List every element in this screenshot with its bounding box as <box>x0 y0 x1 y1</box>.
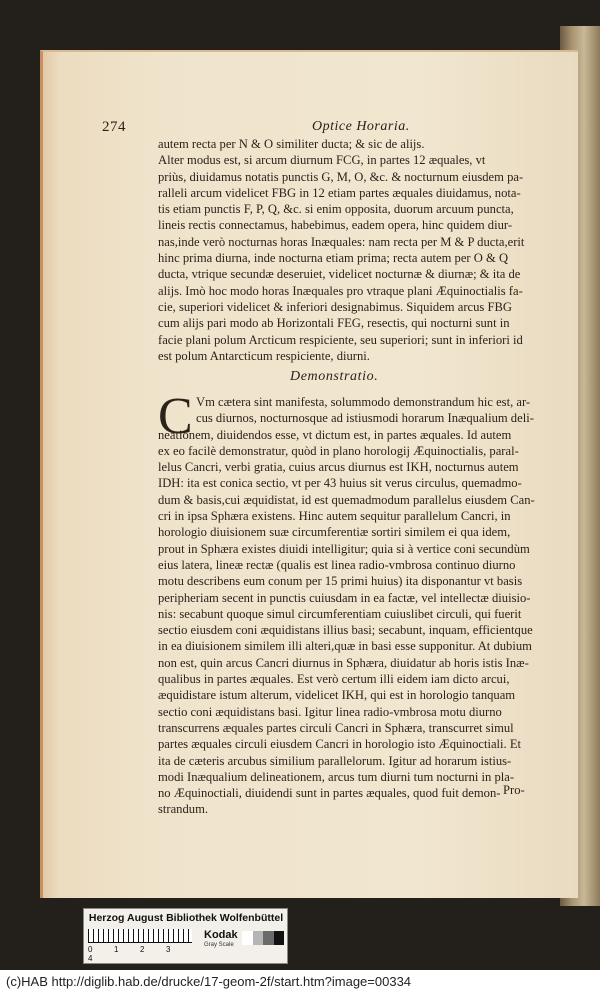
text-line: sectio coni æquidistans basi. Igitur linea radio-vmbrosa motu diurno <box>158 704 502 719</box>
paragraph-demonstration <box>158 394 546 818</box>
kodak-logo: Kodak <box>204 929 238 941</box>
text-line: alijs. Imò hoc modo horas Inæquales pro vtraque plani Æquinoctialis fa- <box>158 283 523 298</box>
scale-number: 4 <box>88 954 93 963</box>
text-line: partes æquales circuli eiusdem Cancri in horologio isto Æquinoctiali. Et <box>158 737 522 752</box>
gray-swatches <box>242 931 284 945</box>
library-name: Herzog August Bibliothek Wolfenbüttel <box>88 912 284 924</box>
text-line: Vm cætera sint manifesta, solummodo demonstrandum hic est, ar- <box>196 395 531 409</box>
source-url-footer[interactable]: (c)HAB http://diglib.hab.de/drucke/17-geom-2f/start.htm?image=00334 <box>0 970 600 994</box>
gray-swatch <box>263 931 274 945</box>
text-line: horologio diuisionem suæ circumferentiæ sortiri similem ei qua idem, <box>158 525 511 540</box>
text-line: nas,inde verò nocturnas horas Inæquales: nam recta per M & P ducta,erit <box>158 234 525 249</box>
text-line: tis etiam punctis F, P, Q, &c. si enim opposita, duorum arcuum puncta, <box>158 202 514 217</box>
paragraph-method <box>158 136 546 364</box>
text-line: nis: secabunt quoque simul circumferentiam cuiuslibet circuli, qui fuerit <box>158 606 522 621</box>
text-line: est polum Antarcticum respiciente, diurni. <box>158 348 370 363</box>
text-line: ralleli arcum videlicet FBG in 12 etiam partes æquales diuidamus, nota- <box>158 185 521 200</box>
text-line: in ea diuisionem similem illi alteri,quæ in basi esse supponitur. At dubium <box>158 639 532 654</box>
text-line: qualibus in partes æquales. Est verò certum illi eidem iam dicto arcui, <box>158 672 510 687</box>
running-head: Optice Horaria. <box>312 119 410 134</box>
gray-swatch <box>274 931 285 945</box>
kodak-gray-scale <box>202 929 286 961</box>
text-line: ducta, vtrique secundæ deseruiet, videlicet nocturnæ & diurnæ; & ita de <box>158 267 521 282</box>
text-line: lelus Cancri, verbi gratia, cuius arcus diurnus est IKH, nocturnus autem <box>158 460 519 475</box>
text-line: cri in ipsa Sphæra existens. Hinc autem sequitur parallelum Cancri, in <box>158 509 511 524</box>
gray-swatch <box>242 931 253 945</box>
scale-number: 2 <box>140 945 145 954</box>
text-line: eius latera, lineæ rectæ (qualis est linea radio-vmbrosa continuo diurno <box>158 557 516 572</box>
text-line: transcurrens æquales partes circuli Cancri in Sphæra, transcurret simul <box>158 720 514 735</box>
text-line: Alter modus est, si arcum diurnum FCG, in partes 12 æquales, vt <box>158 153 486 168</box>
text-line: prout in Sphæra existes diuidi intelligitur; quia si à vertice coni secundùm <box>158 541 530 556</box>
section-title: Demonstratio. <box>290 369 379 384</box>
page-number: 274 <box>102 119 126 135</box>
scale-number: 1 <box>114 945 119 954</box>
scale-number: 3 <box>166 945 171 954</box>
text-line: hinc prima diurna, inde nocturna etiam prima; recta autem per O & Q <box>158 251 509 266</box>
text-line: neationem, diuidendos esse, vt dictum est, in partes æquales. Id autem <box>158 427 512 442</box>
text-line: sectio eiusdem coni æquidistans illius basi; secabunt, inquam, efficientque <box>158 623 533 638</box>
text-line: motu describens eum conum per 15 primi huius) ita disponantur vt basis <box>158 574 523 589</box>
text-line: IDH: ita est conica sectio, vt per 43 huius sit verus circulus, quemadmo- <box>158 476 522 491</box>
text-line: no Æquinoctiali, diuidendi sunt in partes æquales, quod fuit demon- <box>158 786 501 801</box>
text-line: non est, quin arcus Cancri diurnus in Sphæra, diuidatur ab horis istis Inæ- <box>158 655 529 670</box>
text-line: cum alijs pari modo ab Horizontali FEG, resectis, qui nocturni sunt in <box>158 316 510 331</box>
text-line: æquidistare istum alterum, videlicet IKH, qui est in horologio tanquam <box>158 688 516 703</box>
ruler-scale <box>88 929 192 943</box>
text-line: peripheriam secent in punctis cuiusdam in ea factæ, vel intellectæ diuisio- <box>158 590 531 605</box>
ruler-numbers <box>88 945 198 963</box>
text-line: modi Inæqualium delineationem, arcus tum diurni tum nocturni in pla- <box>158 769 515 784</box>
text-line: cie, superiori videlicet & inferiori designabimus. Siquidem arcus FBG <box>158 299 512 314</box>
catchword: Pro- <box>503 783 525 797</box>
text-line: facie plani polum Arcticum respiciente, seu superiori; sunt in inferiori id <box>158 332 523 347</box>
gray-swatch <box>253 931 264 945</box>
text-line: dum & basis,cui æquidistat, id est quemadmodum parallelus eiusdem Can- <box>158 492 535 507</box>
scale-number: 0 <box>88 945 93 954</box>
text-line: strandum. <box>158 802 209 817</box>
drop-cap-initial: C <box>158 388 193 445</box>
gray-scale-label: Gray Scale <box>204 942 234 948</box>
text-line: ita de cæteris arcubus similium parallelorum. Igitur ad horarum istius- <box>158 753 512 768</box>
text-line: cus diurnos, nocturnosque ad istiusmodi horarum Inæqualium deli- <box>196 411 534 426</box>
text-line: ex eo facilè demonstratur, quòd in plano horologij Æquinoctialis, paral- <box>158 443 519 458</box>
text-line: lineis rectis connectamus, habebimus, eadem opera, hinc quidem diur- <box>158 218 513 233</box>
text-line: autem recta per N & O similiter ducta; & sic de alijs. <box>158 137 425 151</box>
library-label <box>83 908 288 964</box>
text-line: priùs, diuidamus notatis punctis G, M, O, &c. & nocturnum eiusdem pa- <box>158 169 524 184</box>
